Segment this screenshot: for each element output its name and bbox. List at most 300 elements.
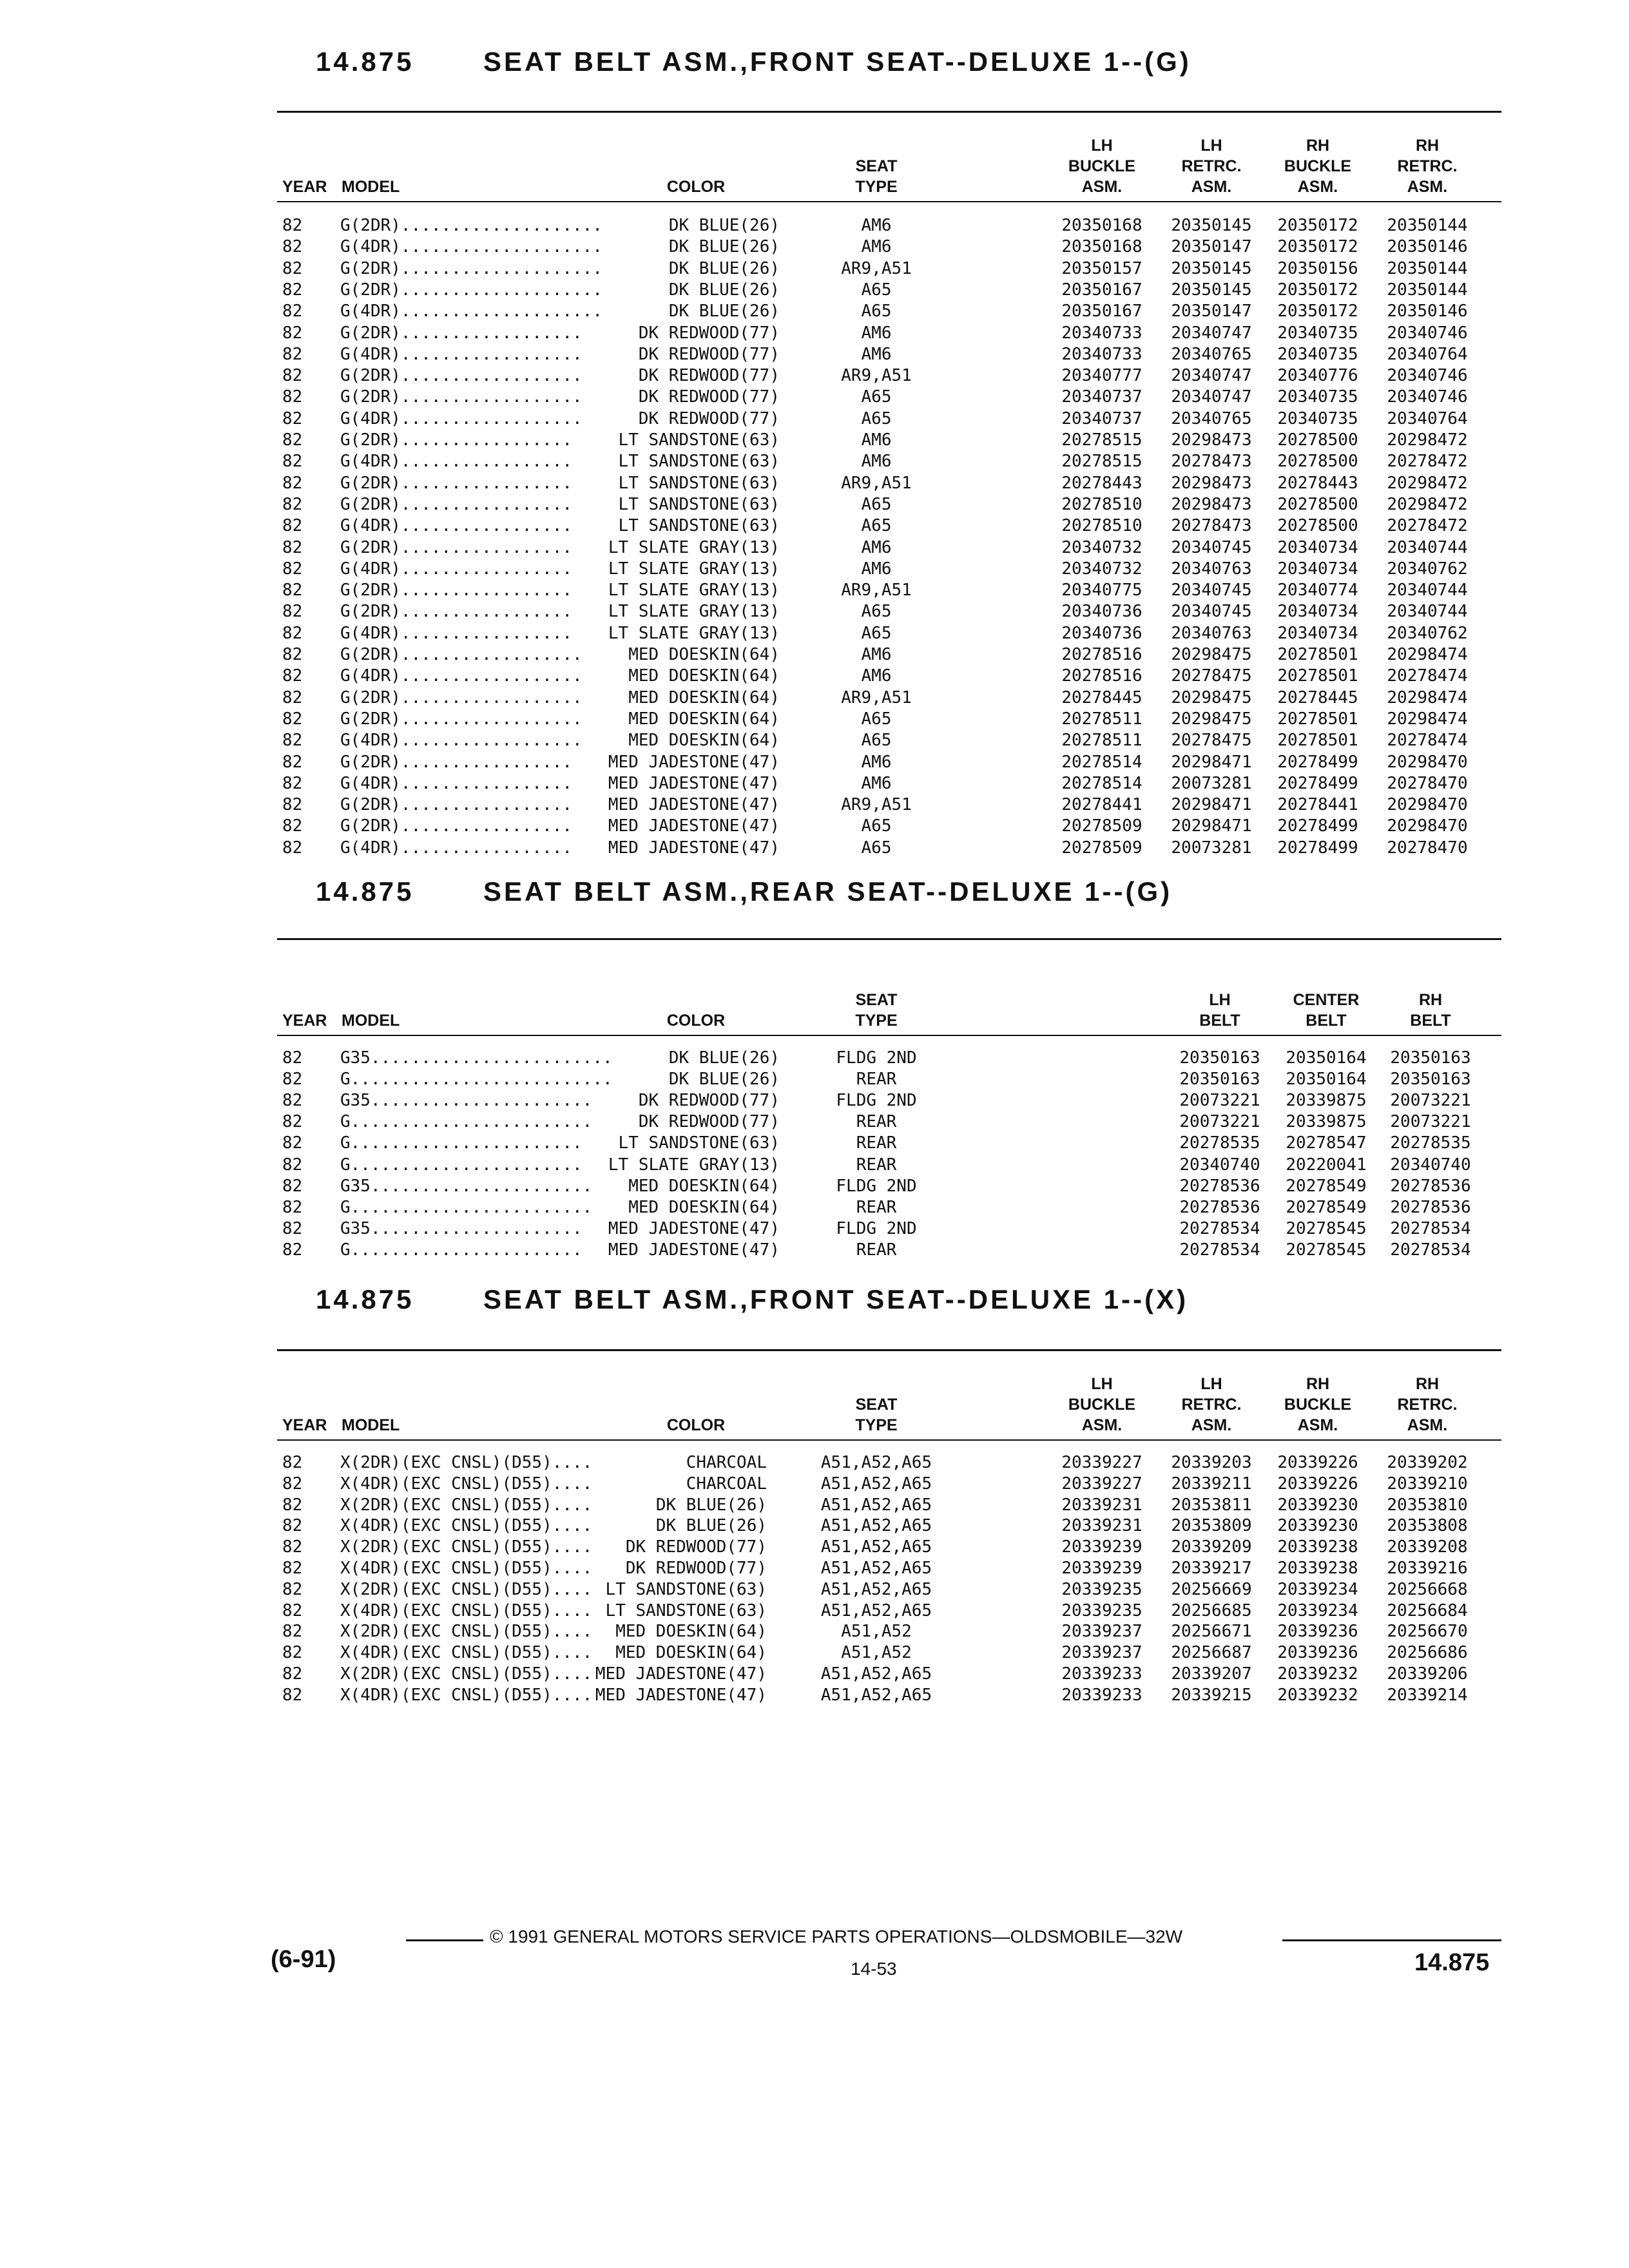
part-number-cell: 20339234 xyxy=(1277,1579,1358,1599)
part-number-cell: 20278475 xyxy=(1171,666,1252,686)
color-cell: DK REDWOOD(77) xyxy=(638,366,780,386)
part-number-cell: 20350146 xyxy=(1387,237,1468,257)
seat-type-cell: A65 xyxy=(861,280,892,300)
color-cell: MED DOESKIN(64) xyxy=(628,687,780,707)
part-number-cell: 20350167 xyxy=(1061,280,1142,300)
color-cell: MED DOESKIN(64) xyxy=(628,709,780,729)
part-number-cell: 20278515 xyxy=(1061,452,1142,472)
year-cell: 82 xyxy=(282,687,303,707)
part-number-cell: 20350164 xyxy=(1286,1070,1367,1090)
year-cell: 82 xyxy=(282,1579,303,1599)
part-number-cell: 20353810 xyxy=(1387,1495,1468,1515)
part-number-cell: 20353811 xyxy=(1171,1495,1252,1515)
part-number-cell: 20278535 xyxy=(1179,1133,1260,1153)
part-number-cell: 20340744 xyxy=(1387,602,1468,622)
part-number-cell: 20353809 xyxy=(1171,1516,1252,1536)
year-cell: 82 xyxy=(282,516,303,536)
part-number-cell: 20278511 xyxy=(1061,709,1142,729)
color-cell: DK REDWOOD(77) xyxy=(625,1537,767,1557)
seat-type-cell: AM6 xyxy=(861,237,892,257)
part-number-cell: 20350147 xyxy=(1171,237,1252,257)
part-number-cell: 20339237 xyxy=(1061,1643,1142,1663)
section-title xyxy=(316,1284,1188,1315)
part-number-cell: 20340765 xyxy=(1171,408,1252,428)
year-cell: 82 xyxy=(282,1516,303,1536)
part-number-cell: 20340775 xyxy=(1061,581,1142,601)
part-number-cell: 20339238 xyxy=(1277,1537,1358,1557)
year-cell: 82 xyxy=(282,1600,303,1620)
seat-type-cell: A51,A52,A65 xyxy=(820,1664,932,1684)
part-number-cell: 20339214 xyxy=(1387,1685,1468,1705)
part-number-cell: 20339231 xyxy=(1061,1516,1142,1536)
seat-type-cell: FLDG 2ND xyxy=(836,1218,917,1238)
part-number-cell: 20339217 xyxy=(1171,1559,1252,1578)
color-cell: LT SLATE GRAY(13) xyxy=(608,537,780,557)
part-column-header: CENTER BELT xyxy=(1293,991,1360,1030)
part-number-cell: 20278549 xyxy=(1286,1176,1367,1196)
color-cell: DK REDWOOD(77) xyxy=(638,323,780,343)
part-number-cell: 20340744 xyxy=(1387,581,1468,601)
part-number-cell: 20339233 xyxy=(1061,1685,1142,1705)
model-cell: G....................... xyxy=(340,1240,583,1260)
part-number-cell: 20340763 xyxy=(1171,623,1252,643)
part-number-cell: 20339226 xyxy=(1277,1474,1358,1494)
model-cell: G(4DR)................. xyxy=(340,838,573,858)
year-cell: 82 xyxy=(282,602,303,622)
year-cell: 82 xyxy=(282,1622,303,1642)
part-number-cell: 20278510 xyxy=(1061,494,1142,514)
seat-type-cell: A51,A52,A65 xyxy=(820,1495,932,1515)
model-cell: G(2DR).................. xyxy=(340,387,583,407)
model-cell: X(2DR)(EXC CNSL)(D55).... xyxy=(340,1579,593,1599)
part-number-cell: 20339208 xyxy=(1387,1537,1468,1557)
color-header: COLOR xyxy=(666,1416,726,1434)
part-number-cell: 20339875 xyxy=(1286,1091,1367,1111)
part-number-cell: 20340777 xyxy=(1061,366,1142,386)
color-cell: DK REDWOOD(77) xyxy=(638,387,780,407)
year-cell: 82 xyxy=(282,1537,303,1557)
color-cell: CHARCOAL xyxy=(686,1474,767,1494)
year-cell: 82 xyxy=(282,280,303,300)
model-cell: G(2DR).................. xyxy=(340,709,583,729)
part-number-cell: 20350163 xyxy=(1390,1070,1471,1090)
year-cell: 82 xyxy=(282,709,303,729)
part-number-cell: 20339227 xyxy=(1061,1453,1142,1472)
part-number-cell: 20350163 xyxy=(1179,1070,1260,1090)
part-number-cell: 20339232 xyxy=(1277,1685,1358,1705)
color-cell: LT SANDSTONE(63) xyxy=(618,430,780,450)
part-number-cell: 20298471 xyxy=(1171,795,1252,815)
part-number-cell: 20278441 xyxy=(1061,795,1142,815)
date-code: (6-91) xyxy=(271,1946,336,1973)
model-cell: G(4DR).................. xyxy=(340,344,583,364)
part-number-cell: 20298470 xyxy=(1387,816,1468,836)
year-header: YEAR xyxy=(282,1416,327,1434)
seat-type-cell: AR9,A51 xyxy=(841,581,912,601)
part-number-cell: 20339226 xyxy=(1277,1453,1358,1472)
part-number-cell: 20340734 xyxy=(1277,537,1358,557)
model-cell: G(4DR)................. xyxy=(340,516,573,536)
part-number-cell: 20340733 xyxy=(1061,323,1142,343)
model-cell: G(2DR).................. xyxy=(340,323,583,343)
color-cell: MED JADESTONE(47) xyxy=(608,795,780,815)
part-number-cell: 20340732 xyxy=(1061,559,1142,579)
year-cell: 82 xyxy=(282,795,303,815)
part-column-header: RH BELT xyxy=(1410,991,1451,1030)
part-number-cell: 20339202 xyxy=(1387,1453,1468,1472)
model-cell: G(4DR).................. xyxy=(340,408,583,428)
color-cell: MED JADESTONE(47) xyxy=(608,816,780,836)
year-cell: 82 xyxy=(282,494,303,514)
year-cell: 82 xyxy=(282,1133,303,1153)
seat-type-header: SEAT TYPE xyxy=(855,157,898,196)
part-number-cell: 20350147 xyxy=(1171,302,1252,322)
color-cell: LT SANDSTONE(63) xyxy=(618,1133,780,1153)
year-cell: 82 xyxy=(282,473,303,493)
part-number-cell: 20350144 xyxy=(1387,216,1468,235)
part-number-cell: 20298472 xyxy=(1387,494,1468,514)
model-cell: X(2DR)(EXC CNSL)(D55).... xyxy=(340,1453,593,1472)
section-rule xyxy=(277,111,1501,113)
seat-type-cell: REAR xyxy=(856,1240,897,1260)
seat-type-cell: A65 xyxy=(861,302,892,322)
year-cell: 82 xyxy=(282,1685,303,1705)
part-number-cell: 20073281 xyxy=(1171,838,1252,858)
model-cell: G(2DR).................... xyxy=(340,216,602,235)
part-number-cell: 20298475 xyxy=(1171,645,1252,664)
part-number-cell: 20350144 xyxy=(1387,258,1468,278)
part-number-cell: 20340740 xyxy=(1390,1155,1471,1175)
seat-type-cell: REAR xyxy=(856,1133,897,1153)
section-title-text: SEAT BELT ASM.,FRONT SEAT--DELUXE 1--(X) xyxy=(483,1284,1189,1314)
header-rule xyxy=(277,1439,1501,1441)
group-number: 14.875 xyxy=(1414,1949,1490,1976)
part-number-cell: 20350164 xyxy=(1286,1048,1367,1068)
part-number-cell: 20340735 xyxy=(1277,323,1358,343)
part-number-cell: 20339234 xyxy=(1277,1600,1358,1620)
seat-type-cell: A51,A52,A65 xyxy=(820,1685,932,1705)
color-cell: MED DOESKIN(64) xyxy=(615,1643,767,1663)
part-number-cell: 20278500 xyxy=(1277,430,1358,450)
part-number-cell: 20350145 xyxy=(1171,216,1252,235)
year-cell: 82 xyxy=(282,344,303,364)
model-cell: G(2DR)................. xyxy=(340,581,573,601)
seat-type-cell: AM6 xyxy=(861,666,892,686)
part-number-cell: 20350146 xyxy=(1387,302,1468,322)
part-number-cell: 20298471 xyxy=(1171,752,1252,772)
part-number-cell: 20339216 xyxy=(1387,1559,1468,1578)
part-number-cell: 20339227 xyxy=(1061,1474,1142,1494)
part-number-cell: 20339209 xyxy=(1171,1537,1252,1557)
part-number-cell: 20278473 xyxy=(1171,452,1252,472)
color-cell: DK REDWOOD(77) xyxy=(638,344,780,364)
part-number-cell: 20339203 xyxy=(1171,1453,1252,1472)
year-cell: 82 xyxy=(282,430,303,450)
color-cell: MED DOESKIN(64) xyxy=(628,666,780,686)
part-column-header: RH RETRC. ASM. xyxy=(1397,137,1458,196)
color-cell: LT SLATE GRAY(13) xyxy=(608,559,780,579)
year-cell: 82 xyxy=(282,838,303,858)
year-cell: 82 xyxy=(282,1664,303,1684)
part-number-cell: 20340764 xyxy=(1387,408,1468,428)
part-number-cell: 20278500 xyxy=(1277,516,1358,536)
part-number-cell: 20339235 xyxy=(1061,1600,1142,1620)
part-column-header: RH RETRC. ASM. xyxy=(1397,1375,1458,1434)
seat-type-cell: A51,A52,A65 xyxy=(820,1537,932,1557)
seat-type-cell: A65 xyxy=(861,816,892,836)
model-cell: G(4DR).................... xyxy=(340,302,602,322)
model-cell: G(2DR).................. xyxy=(340,645,583,664)
section-title-text: SEAT BELT ASM.,REAR SEAT--DELUXE 1--(G) xyxy=(483,876,1173,907)
color-cell: MED DOESKIN(64) xyxy=(615,1622,767,1642)
color-cell: MED JADESTONE(47) xyxy=(608,752,780,772)
footer-rule-left xyxy=(406,1939,483,1941)
part-number-cell: 20278443 xyxy=(1277,473,1358,493)
part-number-cell: 20073221 xyxy=(1390,1091,1471,1111)
year-cell: 82 xyxy=(282,581,303,601)
seat-type-cell: FLDG 2ND xyxy=(836,1176,917,1196)
model-cell: X(2DR)(EXC CNSL)(D55).... xyxy=(340,1495,593,1515)
color-cell: LT SLATE GRAY(13) xyxy=(608,581,780,601)
part-number-cell: 20298470 xyxy=(1387,795,1468,815)
part-number-cell: 20340734 xyxy=(1277,623,1358,643)
part-number-cell: 20340745 xyxy=(1171,581,1252,601)
part-number-cell: 20340736 xyxy=(1061,602,1142,622)
seat-type-cell: A51,A52,A65 xyxy=(820,1600,932,1620)
model-cell: X(4DR)(EXC CNSL)(D55).... xyxy=(340,1559,593,1578)
model-cell: G(2DR).................. xyxy=(340,366,583,386)
seat-type-header: SEAT TYPE xyxy=(855,1396,898,1434)
part-number-cell: 20278536 xyxy=(1179,1197,1260,1217)
part-number-cell: 20278534 xyxy=(1390,1218,1471,1238)
model-cell: G....................... xyxy=(340,1133,583,1153)
color-cell: DK BLUE(26) xyxy=(668,1070,780,1090)
model-cell: G(2DR)................. xyxy=(340,473,573,493)
part-number-cell: 20278516 xyxy=(1061,666,1142,686)
color-cell: LT SANDSTONE(63) xyxy=(618,494,780,514)
section-number: 14.875 xyxy=(316,1284,414,1314)
part-number-cell: 20340747 xyxy=(1171,387,1252,407)
color-cell: CHARCOAL xyxy=(686,1453,767,1472)
year-cell: 82 xyxy=(282,323,303,343)
part-number-cell: 20278534 xyxy=(1390,1240,1471,1260)
part-number-cell: 20340734 xyxy=(1277,559,1358,579)
color-cell: DK REDWOOD(77) xyxy=(638,1091,780,1111)
year-cell: 82 xyxy=(282,1240,303,1260)
part-number-cell: 20278509 xyxy=(1061,816,1142,836)
year-cell: 82 xyxy=(282,1197,303,1217)
part-number-cell: 20339875 xyxy=(1286,1112,1367,1132)
part-number-cell: 20340745 xyxy=(1171,602,1252,622)
seat-type-cell: A65 xyxy=(861,408,892,428)
part-number-cell: 20339230 xyxy=(1277,1495,1358,1515)
seat-type-header: SEAT TYPE xyxy=(855,991,898,1030)
color-cell: MED DOESKIN(64) xyxy=(628,645,780,664)
part-number-cell: 20339215 xyxy=(1171,1685,1252,1705)
part-number-cell: 20278473 xyxy=(1171,516,1252,536)
part-number-cell: 20340763 xyxy=(1171,559,1252,579)
color-cell: LT SANDSTONE(63) xyxy=(605,1579,767,1599)
part-number-cell: 20339206 xyxy=(1387,1664,1468,1684)
part-number-cell: 20278510 xyxy=(1061,516,1142,536)
color-cell: MED DOESKIN(64) xyxy=(628,731,780,751)
color-cell: LT SANDSTONE(63) xyxy=(618,452,780,472)
year-header: YEAR xyxy=(282,1012,327,1030)
part-number-cell: 20350168 xyxy=(1061,216,1142,235)
seat-type-cell: A51,A52,A65 xyxy=(820,1579,932,1599)
model-cell: G(4DR)................. xyxy=(340,773,573,793)
part-number-cell: 20278501 xyxy=(1277,709,1358,729)
model-cell: X(4DR)(EXC CNSL)(D55).... xyxy=(340,1516,593,1536)
seat-type-cell: AM6 xyxy=(861,645,892,664)
part-number-cell: 20340735 xyxy=(1277,344,1358,364)
color-header: COLOR xyxy=(666,178,726,196)
part-number-cell: 20340732 xyxy=(1061,537,1142,557)
part-number-cell: 20340762 xyxy=(1387,559,1468,579)
model-cell: G(4DR)................. xyxy=(340,559,573,579)
part-number-cell: 20298473 xyxy=(1171,494,1252,514)
year-cell: 82 xyxy=(282,666,303,686)
seat-type-cell: AM6 xyxy=(861,344,892,364)
page-number: 14-53 xyxy=(851,1959,897,1979)
part-column-header: LH BUCKLE ASM. xyxy=(1068,137,1136,196)
year-cell: 82 xyxy=(282,408,303,428)
year-cell: 82 xyxy=(282,731,303,751)
model-cell: G(2DR).................... xyxy=(340,280,602,300)
color-cell: LT SANDSTONE(63) xyxy=(605,1600,767,1620)
part-number-cell: 20278441 xyxy=(1277,795,1358,815)
year-cell: 82 xyxy=(282,1070,303,1090)
color-cell: MED JADESTONE(47) xyxy=(608,1240,780,1260)
part-number-cell: 20340744 xyxy=(1387,537,1468,557)
model-cell: G(2DR)................. xyxy=(340,602,573,622)
header-rule xyxy=(277,1035,1501,1036)
year-cell: 82 xyxy=(282,1643,303,1663)
seat-type-cell: AM6 xyxy=(861,752,892,772)
part-number-cell: 20278500 xyxy=(1277,452,1358,472)
part-number-cell: 20256687 xyxy=(1171,1643,1252,1663)
part-number-cell: 20340747 xyxy=(1171,366,1252,386)
part-number-cell: 20339232 xyxy=(1277,1664,1358,1684)
seat-type-cell: A65 xyxy=(861,838,892,858)
part-number-cell: 20278472 xyxy=(1387,452,1468,472)
part-number-cell: 20340740 xyxy=(1179,1155,1260,1175)
part-number-cell: 20339239 xyxy=(1061,1537,1142,1557)
year-cell: 82 xyxy=(282,623,303,643)
part-number-cell: 20073221 xyxy=(1390,1112,1471,1132)
part-number-cell: 20278499 xyxy=(1277,752,1358,772)
seat-type-cell: AM6 xyxy=(861,216,892,235)
seat-type-cell: AM6 xyxy=(861,452,892,472)
seat-type-cell: A65 xyxy=(861,623,892,643)
year-cell: 82 xyxy=(282,1453,303,1472)
seat-type-cell: REAR xyxy=(856,1197,897,1217)
color-cell: DK BLUE(26) xyxy=(668,216,780,235)
part-number-cell: 20278500 xyxy=(1277,494,1358,514)
part-number-cell: 20278445 xyxy=(1061,687,1142,707)
seat-type-cell: A65 xyxy=(861,494,892,514)
part-number-cell: 20278516 xyxy=(1061,645,1142,664)
part-number-cell: 20340736 xyxy=(1061,623,1142,643)
year-header: YEAR xyxy=(282,178,327,196)
color-cell: DK BLUE(26) xyxy=(668,258,780,278)
color-cell: DK BLUE(26) xyxy=(668,237,780,257)
seat-type-cell: A65 xyxy=(861,387,892,407)
section-title xyxy=(316,46,1191,77)
part-number-cell: 20340776 xyxy=(1277,366,1358,386)
color-cell: LT SLATE GRAY(13) xyxy=(608,623,780,643)
model-cell: X(2DR)(EXC CNSL)(D55).... xyxy=(340,1537,593,1557)
model-cell: G(4DR)................. xyxy=(340,452,573,472)
year-cell: 82 xyxy=(282,816,303,836)
part-number-cell: 20298472 xyxy=(1387,430,1468,450)
seat-type-cell: A65 xyxy=(861,516,892,536)
seat-type-cell: REAR xyxy=(856,1112,897,1132)
part-number-cell: 20340734 xyxy=(1277,602,1358,622)
part-number-cell: 20350156 xyxy=(1277,258,1358,278)
part-number-cell: 20278509 xyxy=(1061,838,1142,858)
year-cell: 82 xyxy=(282,1474,303,1494)
part-number-cell: 20340762 xyxy=(1387,623,1468,643)
color-cell: MED JADESTONE(47) xyxy=(595,1685,767,1705)
part-number-cell: 20278475 xyxy=(1171,731,1252,751)
seat-type-cell: A51,A52,A65 xyxy=(820,1559,932,1578)
model-cell: X(2DR)(EXC CNSL)(D55).... xyxy=(340,1664,593,1684)
seat-type-cell: AR9,A51 xyxy=(841,687,912,707)
seat-type-cell: REAR xyxy=(856,1155,897,1175)
color-cell: MED JADESTONE(47) xyxy=(595,1664,767,1684)
header-rule xyxy=(277,201,1501,202)
part-number-cell: 20278511 xyxy=(1061,731,1142,751)
part-number-cell: 20256685 xyxy=(1171,1600,1252,1620)
color-header: COLOR xyxy=(666,1012,726,1030)
part-number-cell: 20350157 xyxy=(1061,258,1142,278)
part-number-cell: 20339231 xyxy=(1061,1495,1142,1515)
part-number-cell: 20339210 xyxy=(1387,1474,1468,1494)
part-number-cell: 20278443 xyxy=(1061,473,1142,493)
model-cell: G35........................ xyxy=(340,1048,613,1068)
year-cell: 82 xyxy=(282,387,303,407)
model-cell: G(2DR)................. xyxy=(340,494,573,514)
year-cell: 82 xyxy=(282,1091,303,1111)
part-number-cell: 20278535 xyxy=(1390,1133,1471,1153)
part-number-cell: 20340737 xyxy=(1061,387,1142,407)
model-cell: X(4DR)(EXC CNSL)(D55).... xyxy=(340,1685,593,1705)
model-header: MODEL xyxy=(342,1416,400,1434)
part-number-cell: 20339238 xyxy=(1277,1559,1358,1578)
model-header: MODEL xyxy=(342,1012,400,1030)
model-cell: G35...................... xyxy=(340,1091,593,1111)
model-cell: G(4DR).................. xyxy=(340,731,583,751)
seat-type-cell: A51,A52,A65 xyxy=(820,1453,932,1472)
part-number-cell: 20278499 xyxy=(1277,816,1358,836)
part-number-cell: 20340746 xyxy=(1387,387,1468,407)
part-number-cell: 20350172 xyxy=(1277,237,1358,257)
part-number-cell: 20298473 xyxy=(1171,430,1252,450)
part-number-cell: 20278472 xyxy=(1387,516,1468,536)
model-cell: G(4DR).................. xyxy=(340,666,583,686)
year-cell: 82 xyxy=(282,752,303,772)
seat-type-cell: FLDG 2ND xyxy=(836,1048,917,1068)
part-number-cell: 20073221 xyxy=(1179,1112,1260,1132)
color-cell: LT SLATE GRAY(13) xyxy=(608,1155,780,1175)
part-number-cell: 20278501 xyxy=(1277,645,1358,664)
part-number-cell: 20339207 xyxy=(1171,1664,1252,1684)
model-cell: G35...................... xyxy=(340,1176,593,1196)
part-number-cell: 20350163 xyxy=(1390,1048,1471,1068)
section-title-text: SEAT BELT ASM.,FRONT SEAT--DELUXE 1--(G) xyxy=(483,46,1191,77)
year-cell: 82 xyxy=(282,1112,303,1132)
